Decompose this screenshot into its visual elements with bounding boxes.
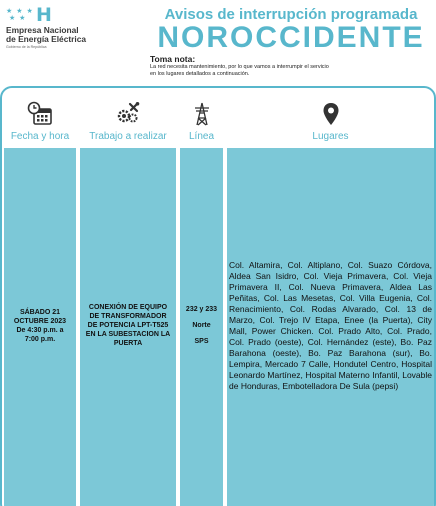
logo-stars-icon: ★ ★ ★ ★ ★ xyxy=(6,8,34,22)
interruption-table xyxy=(0,86,436,506)
linea-code: 232 y 233 xyxy=(185,306,218,313)
column-label-linea: Línea xyxy=(188,131,215,142)
logo-h-mark: H xyxy=(36,4,52,26)
column-label-trabajo: Trabajo a realizar xyxy=(89,131,167,142)
logo-name-line1: Empresa Nacional xyxy=(6,25,79,35)
column-header-fecha xyxy=(4,88,76,145)
gears-tools-icon xyxy=(115,101,141,127)
linea-zone: Norte xyxy=(192,322,211,329)
power-tower-icon xyxy=(189,101,215,127)
calendar-clock-icon xyxy=(27,101,53,127)
fecha-day: SÁBADO 21 xyxy=(19,308,61,316)
cell-trabajo xyxy=(80,148,176,503)
enee-logo xyxy=(6,6,116,49)
location-pin-icon xyxy=(318,101,344,127)
column-linea xyxy=(180,88,223,506)
column-header-linea xyxy=(180,88,223,145)
notice-block xyxy=(150,54,430,77)
logo-mark xyxy=(6,6,116,26)
notice-line-2: en los lugares detallados a continuación. xyxy=(150,70,250,77)
column-label-fecha: Fecha y hora xyxy=(10,131,70,142)
fecha-time-end: 7:00 p.m. xyxy=(24,335,56,343)
lugares-list: Col. Altamira, Col. Altiplano, Col. Suazo Córdova, Aldea San Isidro, Col. Vieja Primavera, Col. Vieja Primavera II, Col. Nueva Primavera, Aldea Las Peñitas, Col. Las Mesetas, Col. Villa Eugenia, Col. Renacimiento, Col. Rodas Alvarado, Col. 13 de Marzo, Col. Trejo IV Etapa, Enee (la Puerta), City Mall, Power Chicken. Col. Prado Alto, Col. Prado, Col. Prado (oeste), Col. Hernández (este), Bo. Paz Barahona (oeste), Bo. Paz Barahona (sur), Bo. Lempira, Mercado 7 Calle, Hondutel Centro, Hospital Leonardo Martínez, Hospital Materno Infantil, Lovable de Honduras, Embotelladora De Sula (pepsi) xyxy=(229,259,432,391)
notice-title: Toma nota: xyxy=(150,54,196,64)
fecha-month: OCTUBRE 2023 xyxy=(13,317,67,325)
column-header-trabajo xyxy=(80,88,176,145)
column-header-lugares xyxy=(227,88,434,145)
trabajo-description: CONEXIÓN DE EQUIPO DE TRANSFORMADOR DE POTENCIA LPT-T525 EN LA SUBESTACION LA PUERTA xyxy=(85,304,171,347)
page-title: NOROCCIDENTE xyxy=(157,21,425,54)
cell-fecha xyxy=(4,148,76,503)
column-label-lugares: Lugares xyxy=(312,131,349,142)
cell-linea xyxy=(180,148,223,503)
column-fecha xyxy=(4,88,76,506)
column-lugares xyxy=(227,88,434,506)
column-trabajo xyxy=(80,88,176,506)
notice-line-1: La red necesita mantenimiento, por lo que vamos a interrumpir el servicio xyxy=(150,64,329,70)
linea-city: SPS xyxy=(194,338,209,345)
page-subtitle: Avisos de interrupción programada xyxy=(164,6,418,23)
logo-name-line2: de Energía Eléctrica xyxy=(6,34,87,44)
fecha-time-start: De 4:30 p.m. a xyxy=(16,326,64,334)
cell-lugares xyxy=(227,148,434,503)
logo-subtitle: Gobierno de la República xyxy=(6,45,47,49)
